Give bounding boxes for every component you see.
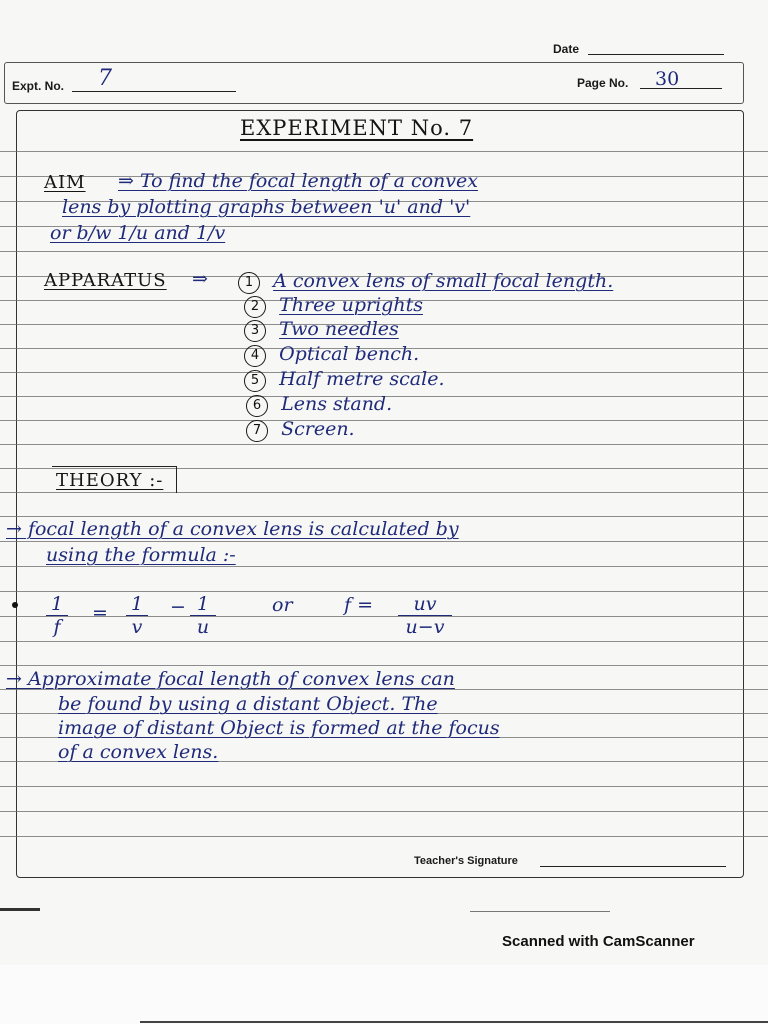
item-number: 1 <box>238 272 260 294</box>
theory-heading: THEORY :- <box>56 470 164 491</box>
formula-fraction <box>190 594 216 637</box>
expt-no-line <box>72 91 236 92</box>
list-item <box>244 343 419 367</box>
denominator: f <box>53 616 61 638</box>
aim-line-2: lens by plotting graphs between 'u' and 'v' <box>62 196 471 218</box>
teacher-signature-line <box>540 866 726 867</box>
item-text: Optical bench. <box>279 343 420 365</box>
item-text: Screen. <box>281 418 355 440</box>
denominator: v <box>131 616 143 638</box>
theory-para2-line2: be found by using a distant Object. The <box>58 693 438 715</box>
page-no-label: Page No. <box>577 76 629 90</box>
numerator: 1 <box>50 593 64 615</box>
date-label: Date <box>553 42 580 56</box>
minus-sign: − <box>170 596 186 618</box>
item-text: Three uprights <box>279 294 423 316</box>
list-item <box>244 318 399 342</box>
item-text: Half metre scale. <box>279 368 445 390</box>
numerator: 1 <box>130 593 144 615</box>
item-number: 3 <box>244 320 266 342</box>
formula-fraction <box>398 594 452 637</box>
item-number: 4 <box>244 345 266 367</box>
aim-line-1: ⇒ To find the focal length of a convex <box>118 170 478 192</box>
equals-sign: = <box>92 602 108 624</box>
numerator: 1 <box>196 593 210 615</box>
item-number: 5 <box>244 370 266 392</box>
item-text: Lens stand. <box>281 393 393 415</box>
teacher-signature-label: Teacher's Signature <box>414 855 518 867</box>
formula-fraction <box>126 594 148 637</box>
page-edge-line <box>470 911 610 912</box>
list-item <box>244 294 423 318</box>
formula-f-equals: f = <box>344 594 373 616</box>
page-no-value: 30 <box>655 68 680 90</box>
list-item <box>238 270 613 294</box>
item-text: A convex lens of small focal length. <box>273 270 614 292</box>
formula-fraction <box>46 594 68 637</box>
list-item <box>246 393 392 417</box>
scan-bottom-band <box>0 965 768 1024</box>
theory-para2-line3: image of distant Object is formed at the focus <box>58 717 500 739</box>
item-number: 6 <box>246 395 268 417</box>
page-title: EXPERIMENT No. 7 <box>240 116 474 140</box>
scanner-watermark: Scanned with CamScanner <box>502 933 695 950</box>
list-item <box>244 368 444 392</box>
theory-para2-line1: → Approximate focal length of convex lens can <box>6 668 455 690</box>
numerator: uv <box>413 593 437 615</box>
aim-line-3: or b/w 1/u and 1/v <box>50 222 226 244</box>
expt-no-value: 7 <box>98 66 112 91</box>
apparatus-arrow: ⇒ <box>192 268 208 290</box>
expt-no-label: Expt. No. <box>12 79 65 93</box>
aim-heading: AIM <box>44 172 86 193</box>
apparatus-heading: APPARATUS <box>44 270 167 291</box>
formula-or: or <box>272 594 293 616</box>
page-edge-mark <box>0 908 40 911</box>
header-box <box>4 62 744 104</box>
bottom-edge-line <box>140 1021 768 1023</box>
theory-para1-line2: using the formula :- <box>46 544 236 566</box>
list-item <box>246 418 355 442</box>
item-text: Two needles <box>279 318 399 340</box>
theory-para1-line1: → focal length of a convex lens is calculated by <box>6 518 459 540</box>
denominator: u <box>196 616 210 638</box>
theory-para2-line4: of a convex lens. <box>58 741 219 763</box>
bullet-icon <box>12 602 18 608</box>
item-number: 7 <box>246 420 268 442</box>
item-number: 2 <box>244 296 266 318</box>
denominator: u−v <box>405 616 445 638</box>
page-no-line <box>640 88 722 89</box>
date-line <box>588 54 724 55</box>
